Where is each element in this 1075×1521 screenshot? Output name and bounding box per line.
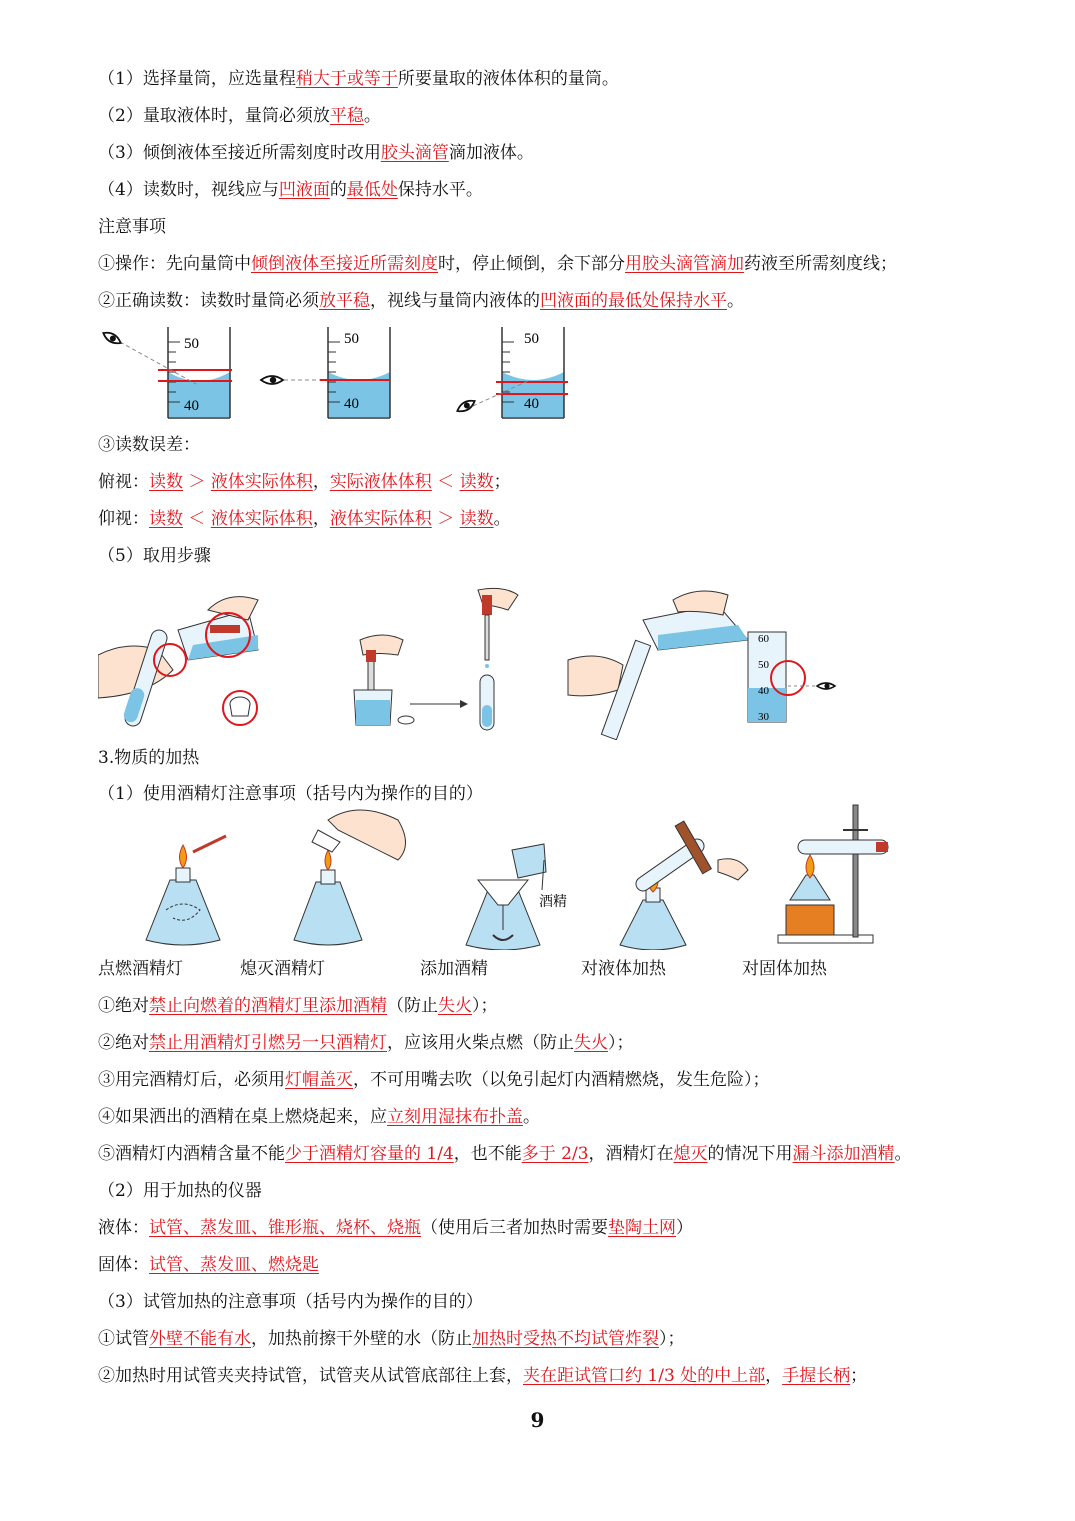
liquid-taking-figure — [98, 580, 848, 740]
note-operation: ①操作：先向量筒中倾倒液体至接近所需刻度时，停止倾倒，余下部分用胶头滴管滴加药液至所需刻度线； — [98, 254, 897, 274]
scale-40-label: 40 — [758, 685, 769, 697]
reading-error-title: ③读数误差： — [98, 435, 200, 455]
eye-icon — [817, 683, 835, 689]
caption-extinguishing: 熄灭酒精灯 — [240, 959, 325, 979]
caption-adding: 添加酒精 — [420, 959, 488, 979]
tube-title: （3）试管加热的注意事项（括号内为操作的目的） — [98, 1292, 483, 1312]
eye-icon — [261, 376, 283, 384]
step-3: （3）倾倒液体至接近所需刻度时改用胶头滴管滴加液体。 — [98, 143, 534, 163]
lamp-rule-2: ②绝对禁止用酒精灯引燃另一只酒精灯，应该用火柴点燃（防止失火）； — [98, 1033, 634, 1053]
lamp-rule-5: ⑤酒精灯内酒精含量不能少于酒精灯容量的 1/4，也不能多于 2/3，酒精灯在熄灭的情况下用漏斗添加酒精。 — [98, 1144, 912, 1164]
cylinder-1-bottom-label: 40 — [184, 398, 199, 414]
liquid-instruments: 液体：试管、蒸发皿、锥形瓶、烧杯、烧瓶（使用后三者加热时需要垫陶土网） — [98, 1218, 693, 1238]
step-1: （1）选择量筒，应选量程稍大于或等于所要量取的液体体积的量筒。 — [98, 69, 619, 89]
step-4: （4）读数时，视线应与凹液面的最低处保持水平。 — [98, 180, 483, 200]
step-2: （2）量取液体时，量筒必须放平稳。 — [98, 106, 381, 126]
look-up-line: 仰视：读数 ＜ 液体实际体积，液体实际体积 ＞ 读数。 — [98, 509, 511, 529]
cylinder-look-down — [101, 327, 232, 418]
page-number: 9 — [530, 1408, 545, 1432]
tube-rule-1: ①试管外壁不能有水，加热前擦干外壁的水（防止加热时受热不均试管炸裂）； — [98, 1329, 685, 1349]
look-down-line: 俯视：读数 ＞ 液体实际体积，实际液体体积 ＜ 读数； — [98, 472, 511, 492]
scale-60-label: 60 — [758, 633, 769, 645]
heating-solid — [778, 805, 888, 943]
lamp-rule-3: ③用完酒精灯后，必须用灯帽盖灭，不可用嘴去吹（以免引起灯内酒精燃烧，发生危险）； — [98, 1070, 770, 1090]
cylinder-reading-scale — [748, 632, 835, 723]
adding-alcohol — [466, 844, 567, 950]
scale-50-label: 50 — [758, 659, 769, 671]
lamp-rule-4: ④如果洒出的酒精在桌上燃烧起来，应立刻用湿抹布扑盖。 — [98, 1107, 540, 1127]
lighting-lamp — [146, 836, 226, 945]
cylinder-2-top-label: 50 — [344, 331, 359, 347]
pouring-into-test-tube — [98, 597, 258, 728]
solid-instruments: 固体：试管、蒸发皿、燃烧匙 — [98, 1255, 319, 1275]
caption-lighting: 点燃酒精灯 — [98, 959, 183, 979]
step-5-title: （5）取用步骤 — [98, 546, 211, 566]
cylinder-3-top-label: 50 — [524, 331, 539, 347]
alcohol-lamp-figure — [98, 800, 898, 950]
caption-liquid-heating: 对液体加热 — [581, 959, 666, 979]
notes-title: 注意事项 — [98, 217, 166, 237]
eye-icon — [101, 330, 122, 347]
tube-rule-2: ②加热时用试管夹夹持试管，试管夹从试管底部往上套，夹在距试管口约 1/3 处的中上部，手握长柄； — [98, 1366, 868, 1386]
note-reading: ②正确读数：读数时量筒必须放平稳，视线与量筒内液体的凹液面的最低处保持水平。 — [98, 291, 744, 311]
cylinder-level — [261, 327, 390, 418]
heating-title: 3.物质的加热 — [98, 748, 200, 768]
caption-solid-heating: 对固体加热 — [742, 959, 827, 979]
lamp-title: （1）使用酒精灯注意事项（括号内为操作的目的） — [98, 784, 483, 804]
cylinder-look-up — [455, 327, 568, 418]
extinguishing-lamp — [294, 810, 406, 945]
instruments-title: （2）用于加热的仪器 — [98, 1181, 262, 1201]
pouring-into-cylinder — [568, 591, 748, 740]
cylinder-reading-figure — [98, 322, 578, 422]
dropper-procedure — [354, 588, 518, 730]
cylinder-3-bottom-label: 40 — [524, 396, 539, 412]
cylinder-1-top-label: 50 — [184, 336, 199, 352]
heating-liquid — [620, 821, 748, 950]
cylinder-2-bottom-label: 40 — [344, 396, 359, 412]
lamp-rule-1: ①绝对禁止向燃着的酒精灯里添加酒精（防止失火）； — [98, 996, 498, 1016]
alcohol-label: 酒精 — [539, 894, 567, 910]
scale-30-label: 30 — [758, 711, 769, 723]
